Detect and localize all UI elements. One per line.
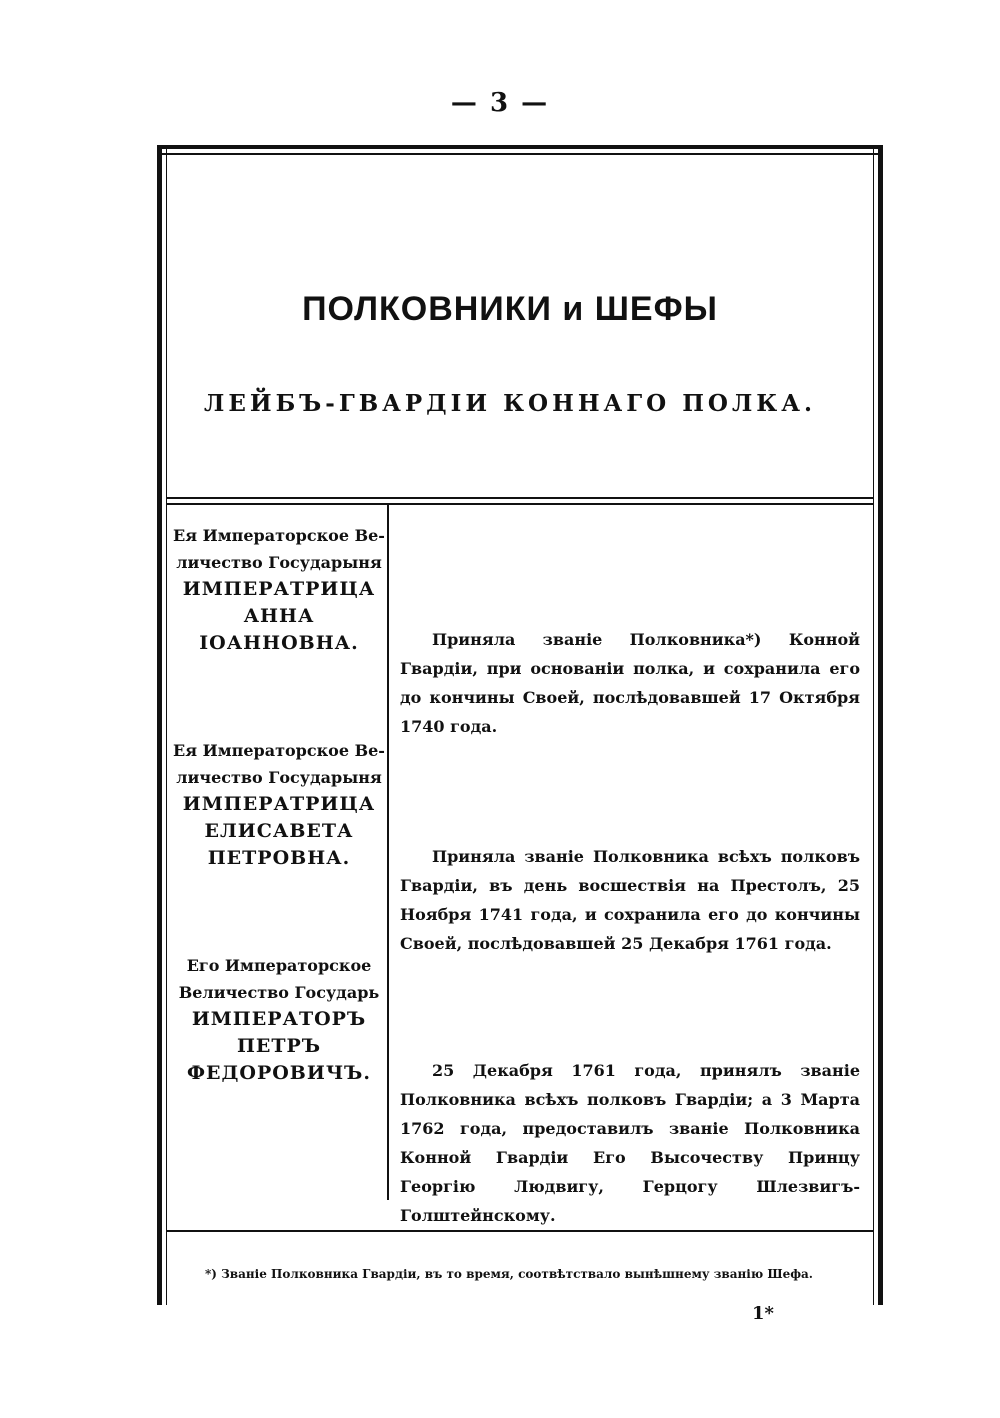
footnote-divider xyxy=(167,1230,873,1232)
ruler-name-line2: ПЕТРЪ xyxy=(236,1035,322,1057)
page-number: — 3 — xyxy=(450,88,550,118)
ruler-name-line1: ИМПЕРАТРИЦА xyxy=(182,578,376,600)
signature-mark: 1* xyxy=(752,1303,774,1324)
ruler-title-line1: Ея Императорское Ве- xyxy=(173,741,385,760)
frame-right-rule xyxy=(878,145,883,1305)
ruler-title-line2: Величество Государь xyxy=(178,983,380,1002)
ruler-name-line1: ИМПЕРАТОРЪ xyxy=(191,1008,367,1030)
frame-right-rule-thin xyxy=(873,145,874,1305)
ruler-name-line3: ФЕДОРОВИЧЪ. xyxy=(187,1062,371,1084)
ruler-name-line1: ИМПЕРАТРИЦА xyxy=(182,793,376,815)
ruler-title-line2: личество Государыня xyxy=(176,553,382,572)
ruler-name-line3: ІОАННОВНА. xyxy=(199,632,359,654)
page-subtitle: ЛЕЙБЪ-ГВАРДІИ КОННАГО ПОЛКА. xyxy=(204,390,816,417)
page-title: ПОЛКОВНИКИ и ШЕФЫ xyxy=(302,290,718,328)
ruler-description-2: Приняла званіе Полковника всѣхъ полковъ Гвардіи, въ день восшествія на Престолъ, 25 Ноября 1741 года, и сохранила его до кончины Своей, послѣдовавшей 25 Декабря 1761 года. xyxy=(400,847,860,953)
header-divider-thin xyxy=(167,503,873,505)
frame-top-rule-thin xyxy=(157,153,883,155)
ruler-name-line2: АННА xyxy=(243,605,315,627)
ruler-description-1: Приняла званіе Полковника*) Конной Гвардіи, при основаніи полка, и сохранила его до кончины Своей, послѣдовавшей 17 Октября 1740 года. xyxy=(400,630,860,736)
ruler-entry-3 xyxy=(168,952,390,1087)
frame-top-rule xyxy=(157,145,883,149)
ruler-entry-2 xyxy=(168,737,390,872)
ruler-name-line2: ЕЛИСАВЕТА xyxy=(204,820,354,842)
ruler-title-line2: личество Государыня xyxy=(176,768,382,787)
ruler-name-line3: ПЕТРОВНА. xyxy=(207,847,351,869)
ruler-title-line1: Его Императорское xyxy=(186,956,372,975)
footnote: *) Званіе Полковника Гвардіи, въ то время, соотвѣтствало вынѣшнему званію Шефа. xyxy=(205,1267,813,1281)
ruler-description-3: 25 Декабря 1761 года, принялъ званіе Полковника всѣхъ полковъ Гвардіи; а 3 Марта 1762 года, предоставилъ званіе Полковника Конной Гвардіи Его Высочеству Принцу Георгію Людвигу, Герцогу Шлезвигъ-Голштейнскому. xyxy=(400,1061,860,1225)
ruler-entry-1 xyxy=(168,522,390,657)
ruler-title-line1: Ея Императорское Ве- xyxy=(173,526,385,545)
header-divider xyxy=(167,497,873,499)
